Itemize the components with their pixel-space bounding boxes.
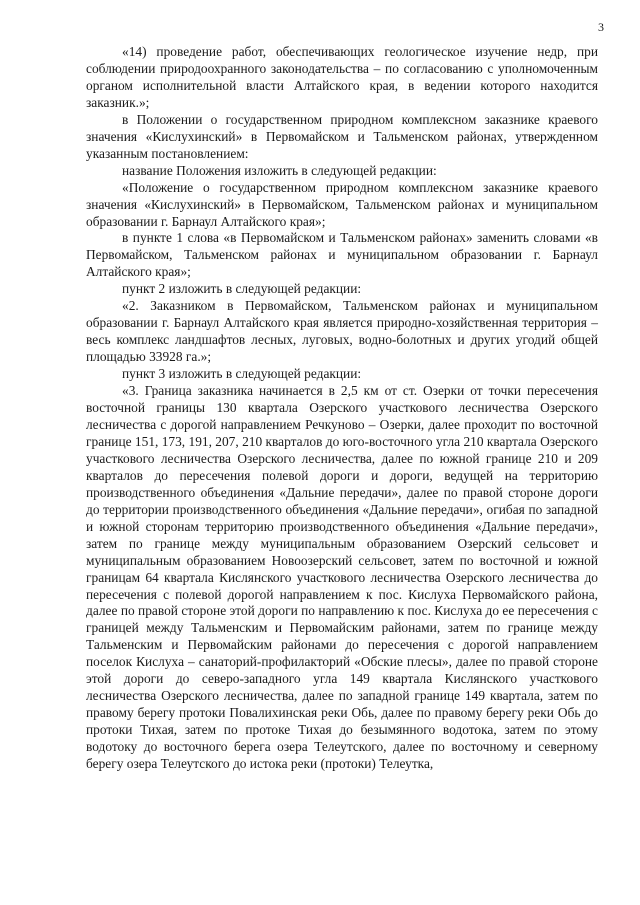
paragraph-regulation-intro: в Положении о государственном природном комплексном заказнике краевого значения «Кислухинский» в Первомайском и Тальменском районах, утвержденном указанным постановлением: (86, 111, 598, 161)
page-number: 3 (598, 20, 604, 34)
paragraph-point-2-text: «2. Заказником в Первомайском, Тальменском районах и муниципальном образовании г. Барнаул Алтайского края является природно-хозяйственная территория – весь комплекс ландшафтов лесных, луговых, водно-болотных и других угодий общей площадью 33928 га.»; (86, 298, 598, 365)
paragraph-point-3-boundary-text: «3. Граница заказника начинается в 2,5 км от ст. Озерки от точки пересечения восточной границы 130 квартала Озерского участкового лесничества Озерского лесничества с дорогой направлением Речкуново – Озерки, далее проходит по восточной границе 151, 173, 191, 207, 210 кварталов до юго-восточного угла 210 квартала Озерского участкового лесничества Озерского лесничества, далее по южной границе 210 и 209 кварталов до пересечения полевой дороги и дороги, ведущей на территорию производственного объединения «Дальние передачи», далее по правой стороне дороги до территории производственного объединения «Дальние передачи», огибая по западной и южной сторонам территорию производственного объединения «Дальние передачи», затем по границе между муниципальным образованием Озерский сельсовет и муниципальным образованием Новоозерский сельсовет, затем по восточной и южной границам 64 квартала Кислянского участкового лесничества Озерского лесничества до пересечения с полевой дорогой направлением к пос. Кислуха Первомайского района, далее по правой стороне этой дороги по направлению к пос. Кислуха до ее пересечения с границей между Тальменским и Первомайским районами, затем по границе между Тальменским и Первомайским районами до пересечения с дорогой направлением поселок Кислуха – санаторий-профилакторий «Обские плесы», далее по правой стороне этой дороги до северо-западного угла 149 квартала Кислянского участкового лесничества Озерского лесничества, далее по западной границе 149 квартала, затем по правому берегу протоки Повалихинская реки Обь, далее по правому берегу реки Обь до протоки Тихая, затем по протоке Тихая до безымянного водотока, затем по этому водотоку до восточного берега озера Телеутского, далее по восточному и северному берегу озера Телеутского до истока реки (протоки) Телеутка, (86, 383, 598, 772)
paragraph-item-14-text: «14) проведение работ, обеспечивающих геологическое изучение недр, при соблюдении природоохранного законодательства – по согласованию с уполномоченным органом исполнительной власти Алтайского края, в ведении которого находится заказник.»; (86, 44, 598, 110)
paragraph-point-1-replacement: в пункте 1 слова «в Первомайском и Тальменском районах» заменить словами «в Первомайском, Тальменском районах и муниципальном образовании г. Барнаул Алтайского края»; (86, 230, 598, 280)
paragraph-point-3-instruction: пункт 3 изложить в следующей редакции: (122, 366, 362, 382)
document-body (86, 44, 598, 773)
paragraph-new-title: «Положение о государственном природном комплексном заказнике краевого значения «Кислухинский» в Первомайском, Тальменском районах и муниципальном образовании г. Барнаул Алтайского края»; (86, 179, 598, 229)
paragraph-point-2-instruction: пункт 2 изложить в следующей редакции: (122, 281, 362, 297)
paragraph-title-instruction: название Положения изложить в следующей редакции: (122, 162, 437, 178)
